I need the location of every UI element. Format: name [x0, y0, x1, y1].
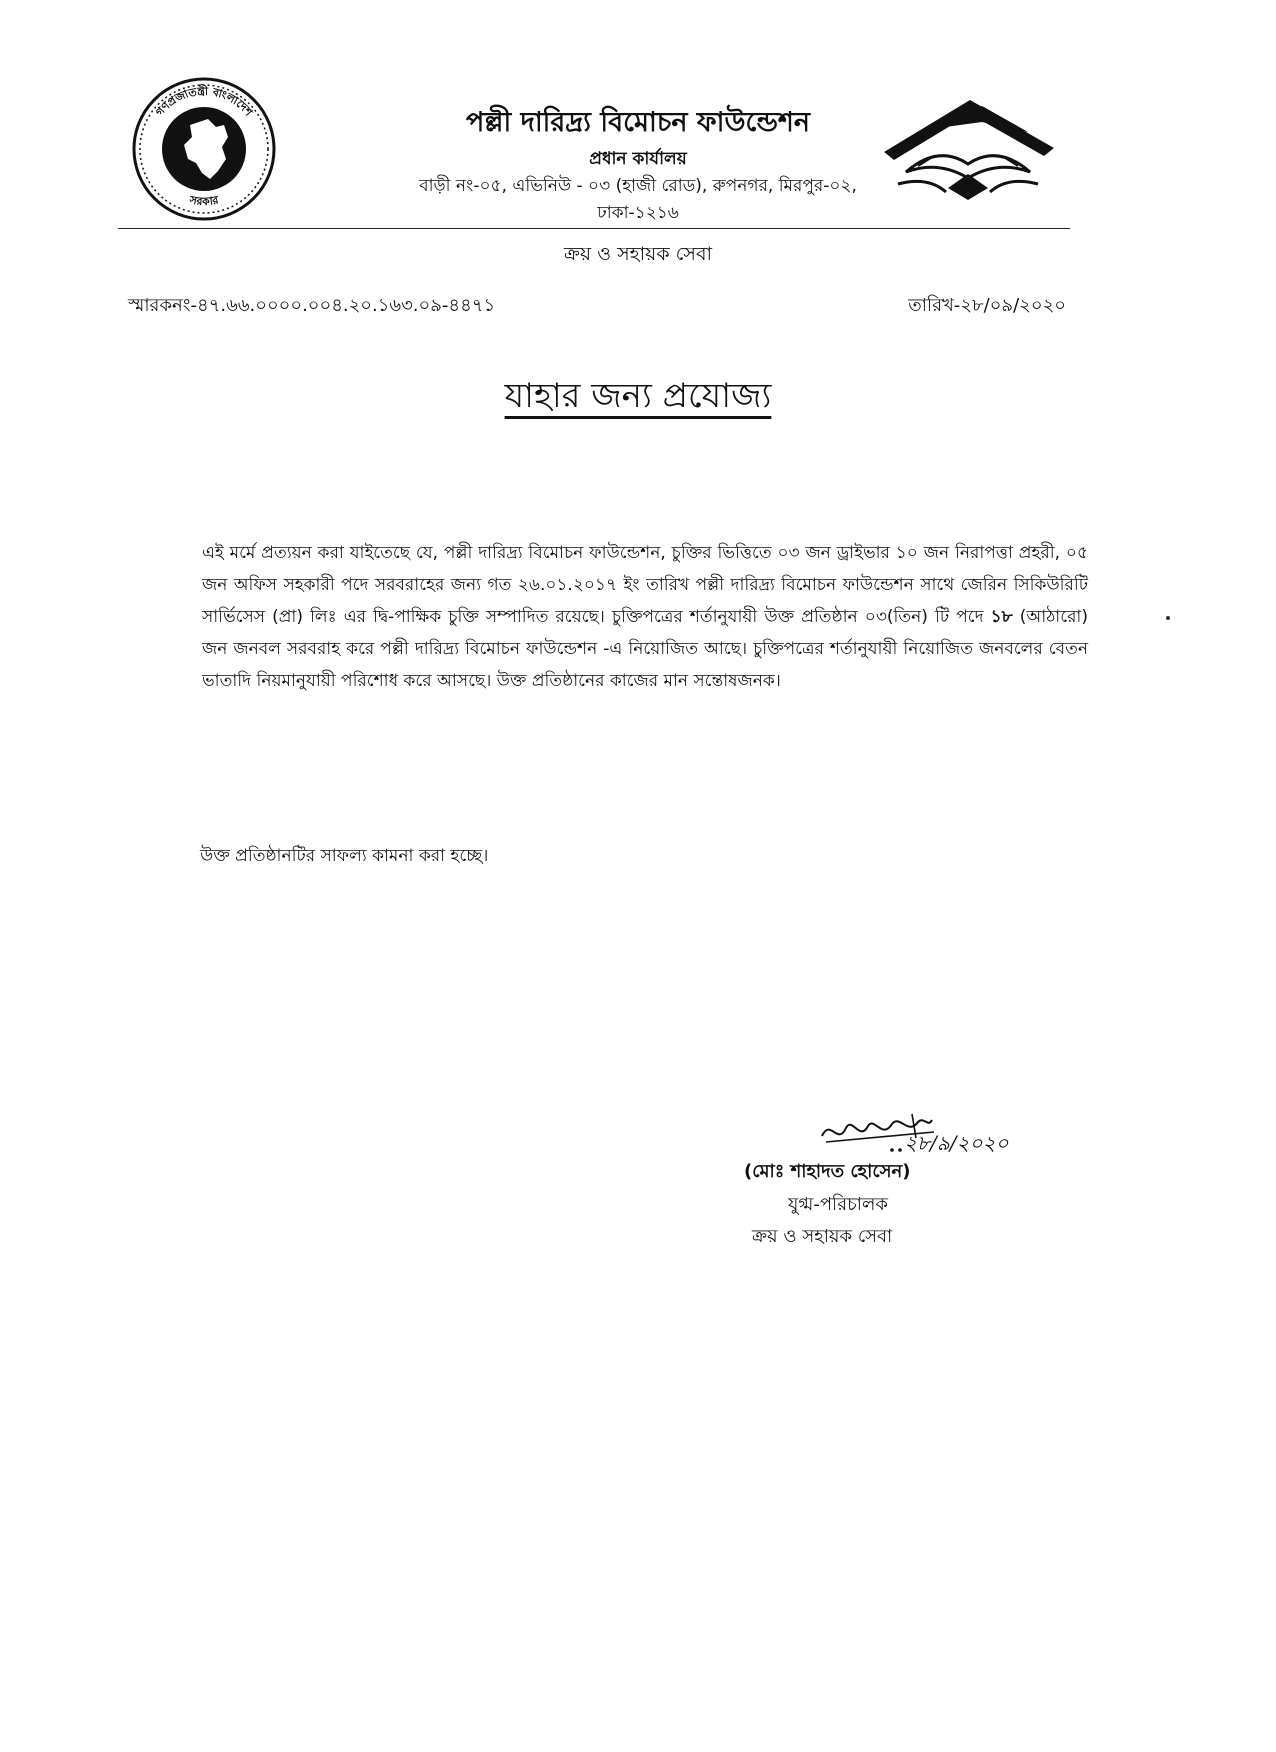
body-paragraph	[202, 537, 1088, 697]
memo-date: তারিখ-২৮/০৯/২০২০	[908, 295, 1066, 316]
closing-line: উক্ত প্রতিষ্ঠানটির সাফল্য কামনা করা হচ্ছে।	[200, 846, 489, 866]
body-text-end: (আঠারো) জন জনবল সরবরাহ করে পল্লী দারিদ্র্য বিমোচন ফাউন্ডেশন -এ নিয়োজিত আছে। চুক্তিপত্রের শর্তানুযায়ী নিয়োজিত জনবলের বেতন ভাতাদি নিয়মানুযায়ী পরিশোধ করে আসছে। উক্ত প্রতিষ্ঠানের কাজের মান সন্তোষজনক।	[202, 607, 1088, 691]
body-text-start: এই মর্মে প্রত্যয়ন করা যাইতেছে যে, পল্লী দারিদ্র্য বিমোচন ফাউন্ডেশন, চুক্তির ভিত্তিতে ০৩ জন ড্রাইভার ১০ জন নিরাপত্তা প্রহরী, ০৫ জন অফিস সহকারী পদে সরবরাহের জন্য গত ২৬.০১.২০১৭ ইং তারিখ পল্লী দারিদ্র্য বিমোচন ফাউন্ডেশন সাথে জেরিন সিকিউরিটি সার্ভিসেস (প্রা) লিঃ এর দ্বি-পাক্ষিক চুক্তি সম্পাদিত রয়েছে। চুক্তিপত্রের শর্তানুযায়ী উক্ত প্রতিষ্ঠান ০৩(তিন) টি পদে	[202, 543, 1088, 627]
signature-date: ২৮/৯/২০২০	[904, 1131, 1009, 1155]
document-title: যাহার জন্য প্রযোজ্য	[504, 376, 772, 416]
seal-top-text: গণপ্রজাতন্ত্রী বাংলাদেশ	[153, 84, 255, 119]
manpower-count: ১৮	[990, 607, 1013, 627]
scan-speck	[1166, 616, 1170, 620]
header-divider	[118, 228, 1070, 229]
signatory-department: ক্রয় ও সহায়ক সেবা	[752, 1226, 893, 1247]
document-title-block	[0, 370, 1276, 427]
organization-name: পল্লী দারিদ্র্য বিমোচন ফাউন্ডেশন	[465, 107, 811, 138]
office-address: বাড়ী নং-০৫, এভিনিউ - ০৩ (হাজী রোড), রুপনগর, মিরপুর-০২,	[419, 176, 857, 196]
seal-bottom-text: সরকার	[188, 193, 220, 209]
signatory-designation: যুগ্ম-পরিচালক	[788, 1194, 889, 1215]
memo-number: স্মারকনং-৪৭.৬৬.০০০০.০০৪.২০.১৬৩.০৯-৪৪৭১	[128, 295, 496, 316]
signatory-name: (মোঃ শাহাদত হোসেন)	[744, 1161, 911, 1182]
department-name: ক্রয় ও সহায়ক সেবা	[563, 243, 713, 265]
office-city: ঢাকা-১২১৬	[597, 203, 679, 223]
office-label: প্রধান কার্যালয়	[589, 149, 687, 169]
